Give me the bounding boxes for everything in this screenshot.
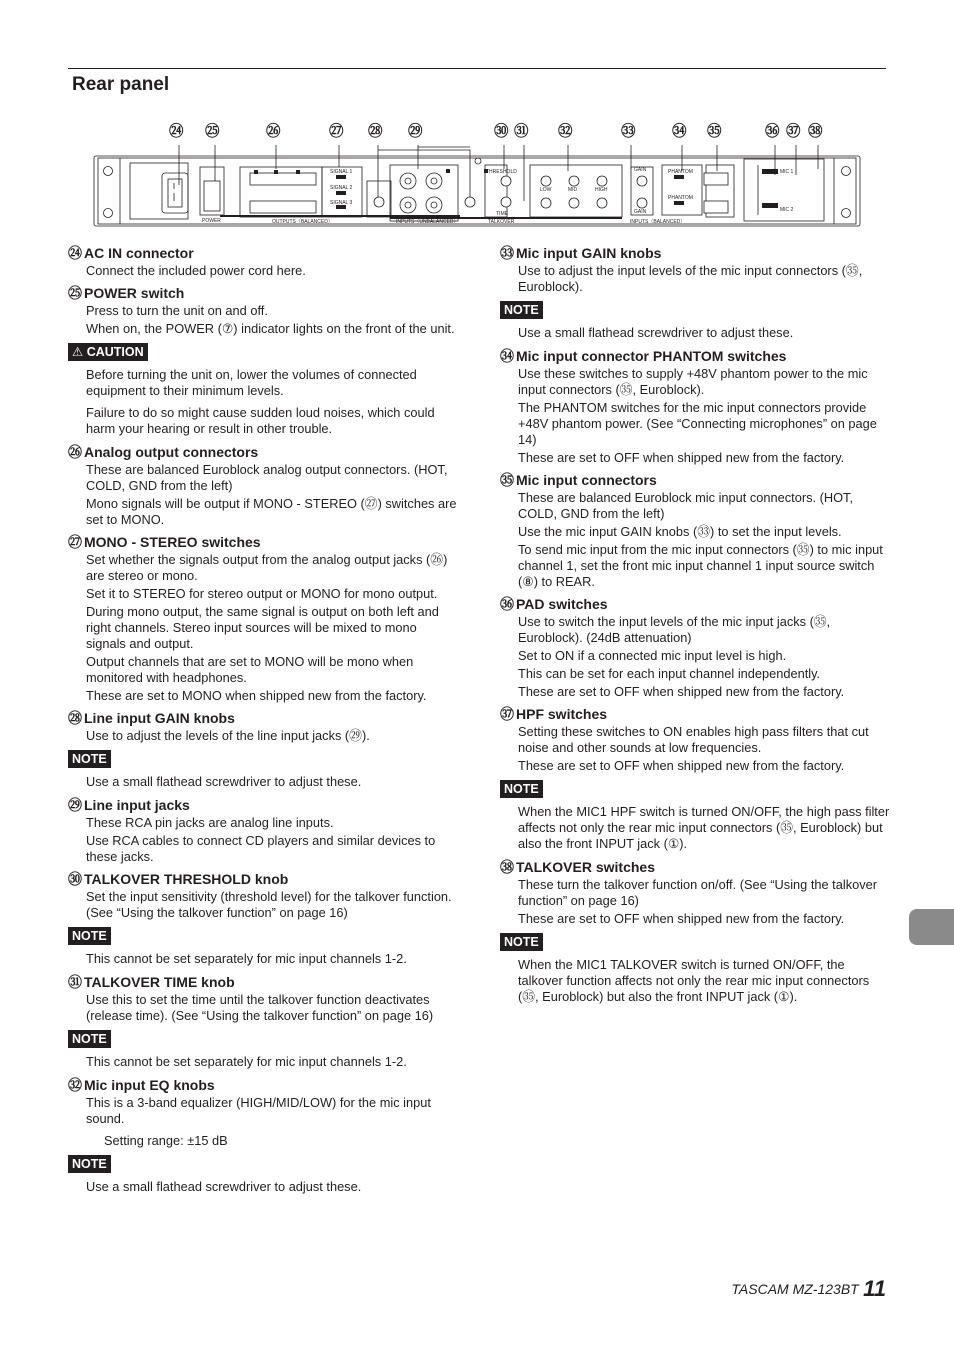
body-paragraph: These are set to OFF when shipped new from the factory. <box>518 758 845 773</box>
section-body <box>68 1095 460 1149</box>
callout-36: ㊱ <box>765 124 779 140</box>
section-number: ㉕ <box>68 285 82 301</box>
section-body <box>68 552 460 704</box>
body-paragraph: Set to ON if a connected mic input level is high. <box>518 648 787 663</box>
rear-panel-diagram <box>90 145 864 233</box>
section-item <box>68 284 460 437</box>
body-paragraph: This can be set for each input channel independently. <box>518 666 821 681</box>
label-eq-low: LOW <box>540 187 552 193</box>
body-paragraph: These are set to MONO when shipped new from the factory. <box>86 688 427 703</box>
note-label: NOTE <box>500 933 543 951</box>
body-paragraph: Use to adjust the levels of the line input jacks (㉙). <box>86 728 370 743</box>
caution-text: CAUTION <box>86 345 144 359</box>
caution-paragraph: Before turning the unit on, lower the volumes of connected equipment to their minimum levels. <box>86 367 417 398</box>
section-item <box>68 244 460 279</box>
section-number: ㊱ <box>500 596 514 612</box>
section-number: ㉖ <box>68 444 82 460</box>
section-title: MONO - STEREO switches <box>84 534 261 550</box>
section-number: ㊳ <box>500 859 514 875</box>
note-paragraph: This cannot be set separately for mic input channels 1-2. <box>86 1054 407 1069</box>
label-power: POWER <box>202 218 221 224</box>
body-paragraph: Use RCA cables to connect CD players and similar devices to these jacks. <box>86 833 436 864</box>
body-paragraph: This is a 3-band equalizer (HIGH/MID/LOW) for the mic input sound. <box>86 1095 431 1126</box>
section-title: Mic input connectors <box>516 472 657 488</box>
section-heading <box>500 858 890 876</box>
body-paragraph: Press to turn the unit on and off. <box>86 303 268 318</box>
section-item <box>500 244 890 341</box>
body-paragraph: Use these switches to supply +48V phantom power to the mic input connectors (㉟, Euroblock). <box>518 366 868 397</box>
body-paragraph: Output channels that are set to MONO will be mono when monitored with headphones. <box>86 654 414 685</box>
section-item <box>68 870 460 967</box>
top-rule <box>68 68 886 69</box>
label-signal-3: SIGNAL 3 <box>330 200 353 206</box>
section-title: Mic input EQ knobs <box>84 1077 215 1093</box>
section-item <box>68 443 460 528</box>
body-paragraph: Set it to STEREO for stereo output or MONO for mono output. <box>86 586 438 601</box>
callout-31: ㉛ <box>514 124 528 140</box>
section-heading <box>500 471 890 489</box>
section-body <box>68 992 460 1024</box>
body-paragraph: Connect the included power cord here. <box>86 263 306 278</box>
note-box <box>68 1155 460 1195</box>
page-title: Rear panel <box>72 74 170 95</box>
callout-30: ㉚ <box>494 124 508 140</box>
section-body <box>68 303 460 337</box>
section-heading <box>68 1076 460 1094</box>
section-body <box>68 263 460 279</box>
section-title: Analog output connectors <box>84 444 259 460</box>
note-label: NOTE <box>68 927 111 945</box>
note-box <box>68 750 460 790</box>
section-number: ㉜ <box>68 1077 82 1093</box>
section-item <box>68 973 460 1070</box>
callout-34: ㉞ <box>672 124 686 140</box>
section-body <box>68 462 460 528</box>
section-item <box>68 533 460 704</box>
callout-27: ㉗ <box>329 124 343 140</box>
callout-25: ㉕ <box>205 124 219 140</box>
note-paragraph: Use a small flathead screwdriver to adjust these. <box>86 774 362 789</box>
label-phantom-1: PHANTOM <box>668 169 693 175</box>
callout-row <box>0 120 954 142</box>
section-heading <box>500 347 890 365</box>
note-box <box>500 301 890 341</box>
section-title: HPF switches <box>516 706 608 722</box>
section-title: Line input GAIN knobs <box>84 710 235 726</box>
label-outputs: OUTPUTS（BALANCED） <box>272 219 333 225</box>
section-body <box>68 815 460 865</box>
body-paragraph: These RCA pin jacks are analog line inputs. <box>86 815 334 830</box>
callout-38: ㊳ <box>808 124 822 140</box>
note-box <box>500 933 890 1005</box>
callout-37: ㊲ <box>786 124 800 140</box>
section-heading <box>68 443 460 461</box>
page-footer <box>731 1276 886 1302</box>
right-column <box>500 244 890 1011</box>
section-body <box>68 728 460 744</box>
note-label: NOTE <box>500 301 543 319</box>
section-title: Mic input GAIN knobs <box>516 245 662 261</box>
section-body <box>500 877 890 927</box>
section-heading <box>500 595 890 613</box>
body-paragraph: These are set to OFF when shipped new from the factory. <box>518 450 845 465</box>
section-body <box>500 263 890 295</box>
body-paragraph: Set whether the signals output from the analog output jacks (㉖) are stereo or mono. <box>86 552 448 583</box>
body-paragraph: Use to adjust the input levels of the mic input connectors (㉟, Euroblock). <box>518 263 863 294</box>
callout-26: ㉖ <box>266 124 280 140</box>
body-paragraph: Set the input sensitivity (threshold level) for the talkover function. (See “Using the talkover function” on page 16) <box>86 889 452 920</box>
label-eq-mid: MID <box>568 187 578 193</box>
section-heading <box>68 533 460 551</box>
callout-29: ㉙ <box>408 124 422 140</box>
section-item <box>500 705 890 852</box>
section-number: ㉞ <box>500 348 514 364</box>
note-paragraph: Use a small flathead screwdriver to adjust these. <box>86 1179 362 1194</box>
body-paragraph: When on, the POWER (⑦) indicator lights on the front of the unit. <box>86 321 455 336</box>
callout-24: ㉔ <box>169 124 183 140</box>
label-signal-2: SIGNAL 2 <box>330 185 353 191</box>
note-box <box>68 1030 460 1070</box>
body-paragraph: Mono signals will be output if MONO - STEREO (㉗) switches are set to MONO. <box>86 496 457 527</box>
section-tab <box>909 909 954 945</box>
body-paragraph: These are balanced Euroblock analog output connectors. (HOT, COLD, GND from the left) <box>86 462 448 493</box>
label-mic-1: MIC 1 <box>780 169 794 175</box>
section-title: AC IN connector <box>84 245 194 261</box>
callout-33: ㉝ <box>621 124 635 140</box>
section-number: ㉔ <box>68 245 82 261</box>
left-column <box>68 244 460 1201</box>
section-heading <box>68 796 460 814</box>
note-box <box>500 780 890 852</box>
section-number: ㉝ <box>500 245 514 261</box>
label-talkover: TALKOVER <box>488 219 515 225</box>
section-body <box>500 490 890 590</box>
section-number: ㉟ <box>500 472 514 488</box>
section-item <box>500 595 890 700</box>
callout-28: ㉘ <box>368 124 382 140</box>
body-paragraph: Use to switch the input levels of the mic input jacks (㉟, Euroblock). (24dB attenuation) <box>518 614 831 645</box>
section-heading <box>500 705 890 723</box>
note-paragraph: This cannot be set separately for mic input channels 1-2. <box>86 951 407 966</box>
caution-paragraph: Failure to do so might cause sudden loud noises, which could harm your hearing or result in other trouble. <box>86 405 435 436</box>
caution-box <box>68 343 460 437</box>
section-title: Mic input connector PHANTOM switches <box>516 348 787 364</box>
note-paragraph: When the MIC1 HPF switch is turned ON/OFF, the high pass filter affects not only the rear mic input connectors (㉟, Euroblock) but also the front INPUT jack (①). <box>518 804 890 851</box>
body-paragraph: Setting these switches to ON enables high pass filters that cut noise and other sounds at low frequencies. <box>518 724 869 755</box>
setting-range: Setting range: ±15 dB <box>104 1133 228 1148</box>
note-box <box>68 927 460 967</box>
section-heading <box>68 870 460 888</box>
section-title: Line input jacks <box>84 797 190 813</box>
caution-label <box>68 343 148 361</box>
section-item <box>68 1076 460 1195</box>
note-label: NOTE <box>68 1030 111 1048</box>
page-number: 11 <box>863 1276 886 1301</box>
section-item <box>500 347 890 466</box>
section-title: TALKOVER switches <box>516 859 655 875</box>
section-number: ㉗ <box>68 534 82 550</box>
section-item <box>68 796 460 865</box>
note-paragraph: Use a small flathead screwdriver to adjust these. <box>518 325 794 340</box>
section-body <box>500 366 890 466</box>
label-gain-2: GAIN <box>634 209 647 215</box>
body-paragraph: These turn the talkover function on/off. (See “Using the talkover function” on page 16) <box>518 877 877 908</box>
section-number: ㉚ <box>68 871 82 887</box>
section-body <box>500 724 890 774</box>
body-paragraph: These are balanced Euroblock mic input connectors. (HOT, COLD, GND from the left) <box>518 490 854 521</box>
note-label: NOTE <box>68 750 111 768</box>
body-paragraph: Use this to set the time until the talkover function deactivates (release time). (See “Using the talkover function” on page 16) <box>86 992 434 1023</box>
label-phantom-2: PHANTOM <box>668 195 693 201</box>
section-item <box>68 709 460 790</box>
section-body <box>68 889 460 921</box>
section-number: ㉛ <box>68 974 82 990</box>
label-mic-2: MIC 2 <box>780 207 794 213</box>
label-inputs-balanced: INPUTS（BALANCED） <box>630 219 686 225</box>
note-paragraph: When the MIC1 TALKOVER switch is turned ON/OFF, the talkover function affects not only the rear mic input connectors (㉟, Euroblock) but also the front INPUT jack (①). <box>518 957 870 1004</box>
label-gain-1: GAIN <box>634 167 647 173</box>
section-title: TALKOVER TIME knob <box>84 974 235 990</box>
section-item <box>500 471 890 590</box>
footer-brand: TASCAM MZ-123BT <box>731 1281 859 1297</box>
section-heading <box>500 244 890 262</box>
note-label: NOTE <box>68 1155 111 1173</box>
section-number: ㊲ <box>500 706 514 722</box>
section-title: TALKOVER THRESHOLD knob <box>84 871 289 887</box>
label-time: TIME <box>496 211 508 217</box>
section-item <box>500 858 890 1005</box>
body-paragraph: Use the mic input GAIN knobs (㉝) to set the input levels. <box>518 524 842 539</box>
section-title: PAD switches <box>516 596 608 612</box>
section-number: ㉙ <box>68 797 82 813</box>
section-heading <box>68 709 460 727</box>
body-paragraph: During mono output, the same signal is output on both left and right channels. Stereo input sources will be mixed to mono signals and output. <box>86 604 439 651</box>
warning-icon: ⚠ <box>72 345 87 359</box>
section-heading <box>68 244 460 262</box>
section-title: POWER switch <box>84 285 185 301</box>
body-paragraph: To send mic input from the mic input connectors (㉟) to mic input channel 1, set the front mic input channel 1 input source switch (⑧) to REAR. <box>518 542 883 589</box>
section-body <box>500 614 890 700</box>
callout-35: ㉟ <box>707 124 721 140</box>
note-label: NOTE <box>500 780 543 798</box>
body-paragraph: These are set to OFF when shipped new from the factory. <box>518 911 845 926</box>
body-paragraph: The PHANTOM switches for the mic input connectors provide +48V phantom power. (See “Connecting microphones” on page 14) <box>518 400 877 447</box>
label-inputs-unbalanced: INPUTS（UNBALANCED） <box>396 219 459 225</box>
body-paragraph: These are set to OFF when shipped new from the factory. <box>518 684 845 699</box>
label-threshold: THRESHOLD <box>486 169 517 175</box>
callout-32: ㉜ <box>558 124 572 140</box>
label-eq-high: HIGH <box>595 187 608 193</box>
label-signal-1: SIGNAL 1 <box>330 169 353 175</box>
section-heading <box>68 284 460 302</box>
section-heading <box>68 973 460 991</box>
section-number: ㉘ <box>68 710 82 726</box>
